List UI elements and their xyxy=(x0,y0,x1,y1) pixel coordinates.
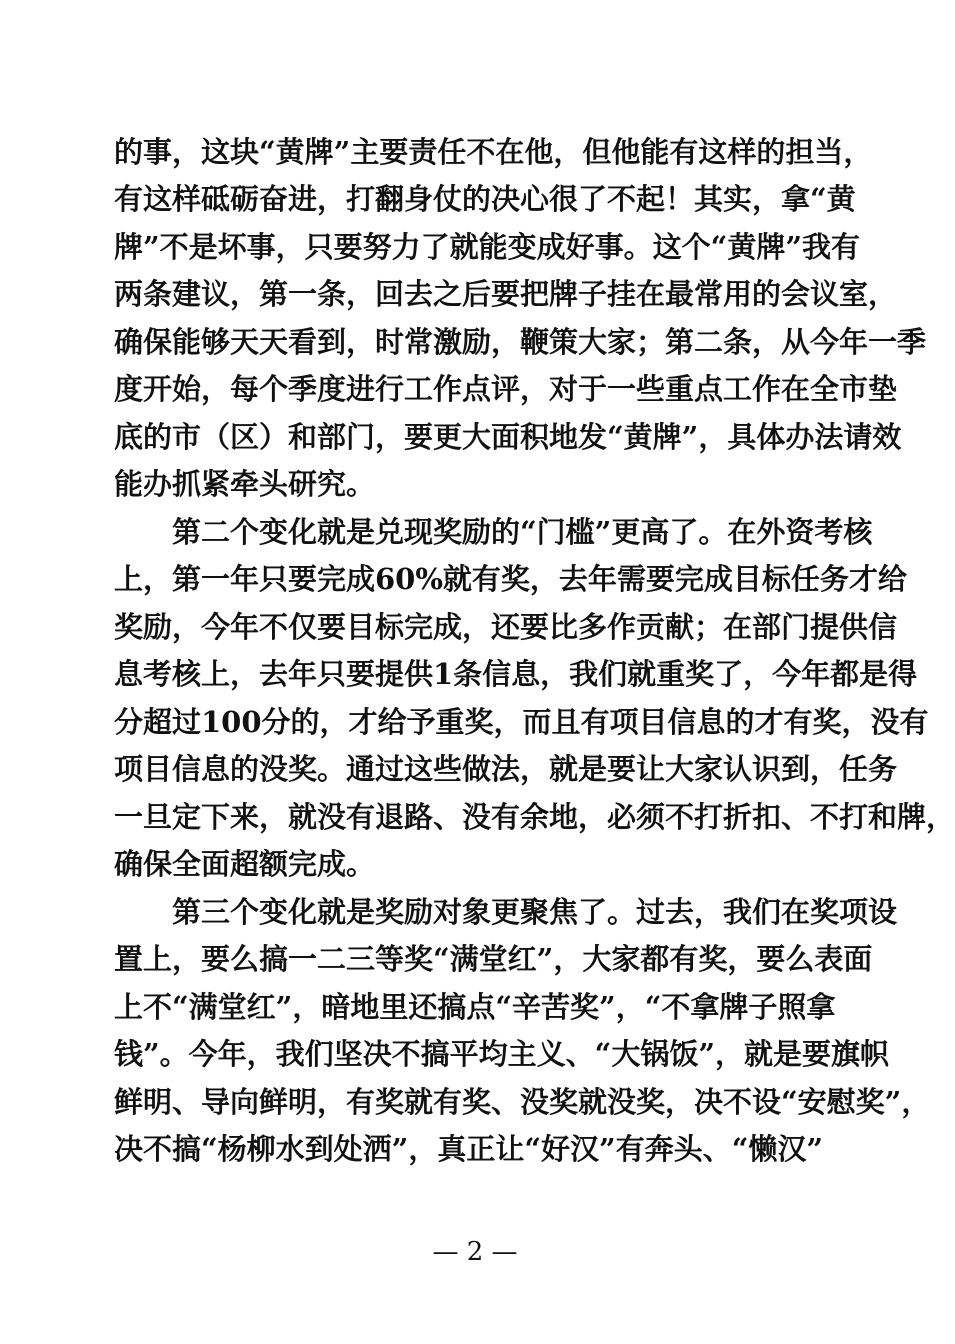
text-line: 的事，这块“黄牌”主要责任不在他，但他能有这样的担当， xyxy=(114,135,873,169)
text-line: 上，第一年只要完成60%就有奖，去年需要完成目标任务才给 xyxy=(114,562,907,596)
text-line: 底的市（区）和部门，要更大面积地发“黄牌”，具体办法请效 xyxy=(114,420,902,454)
text-line: 项目信息的没奖。通过这些做法，就是要让大家认识到，任务 xyxy=(114,752,898,786)
text-line: 钱”。今年，我们坚决不搞平均主义、“大锅饭”，就是要旗帜 xyxy=(114,1037,890,1071)
text-line: 度开始，每个季度进行工作点评，对于一些重点工作在全市垫 xyxy=(114,372,898,406)
text-line: 两条建议，第一条，回去之后要把牌子挂在最常用的会议室， xyxy=(114,277,898,311)
text-line: 牌”不是坏事，只要努力了就能变成好事。这个“黄牌”我有 xyxy=(114,230,861,264)
text-line: 有这样砥砺奋进，打翻身仗的决心很了不起！其实，拿“黄 xyxy=(114,182,856,216)
text-line: 息考核上，去年只要提供1条信息，我们就重奖了，今年都是得 xyxy=(114,657,918,691)
page-number: — 2 — xyxy=(432,1237,518,1267)
text-line: 置上，要么搞一二三等奖“满堂红”，大家都有奖，要么表面 xyxy=(114,942,873,976)
text-line: 能办抓紧牵头研究。 xyxy=(114,467,376,501)
text-line: 一旦定下来，就没有退路、没有余地，必须不打折扣、不打和牌， xyxy=(114,800,955,834)
text-line: 鲜明、导向鲜明，有奖就有奖、没奖就没奖，决不设“安慰奖”， xyxy=(114,1085,931,1119)
text-line: 决不搞“杨柳水到处洒”，真正让“好汉”有奔头、“懒汉” xyxy=(114,1132,824,1166)
text-line: 确保全面超额完成。 xyxy=(114,847,376,881)
text-line: 第二个变化就是兑现奖励的“门槛”更高了。在外资考核 xyxy=(114,515,873,549)
text-line: 确保能够天天看到，时常激励，鞭策大家；第二条，从今年一季 xyxy=(114,325,927,359)
text-line: 分超过100分的，才给予重奖，而且有项目信息的才有奖，没有 xyxy=(114,705,929,739)
text-line: 上不“满堂红”，暗地里还搞点“辛苦奖”，“不拿牌子照拿 xyxy=(114,990,836,1024)
text-line: 第三个变化就是奖励对象更聚焦了。过去，我们在奖项设 xyxy=(114,895,898,929)
text-line: 奖励，今年不仅要目标完成，还要比多作贡献；在部门提供信 xyxy=(114,610,898,644)
